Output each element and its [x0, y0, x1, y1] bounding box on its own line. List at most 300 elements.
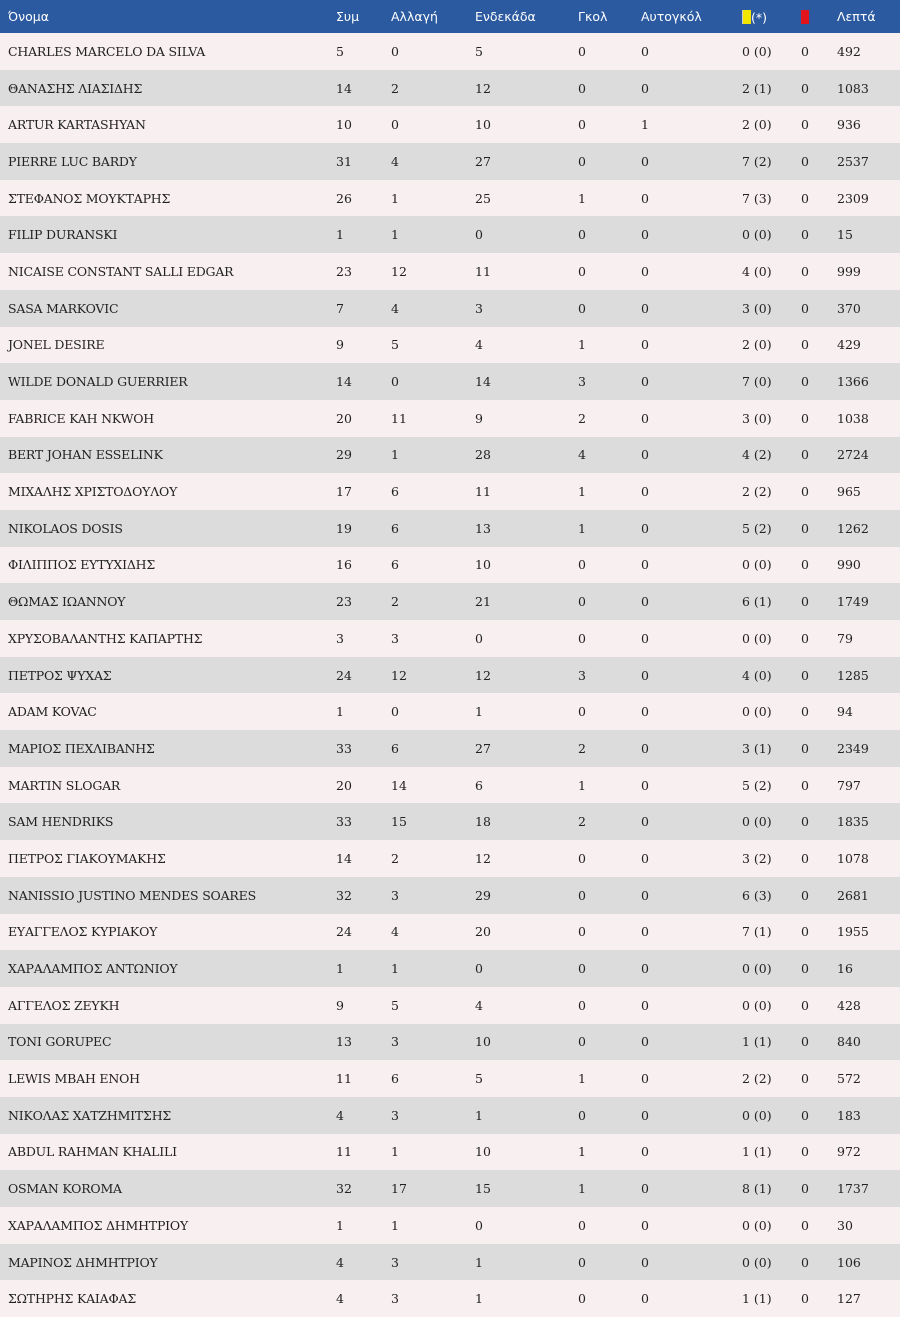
table-header-row — [0, 0, 900, 33]
table-row[interactable] — [0, 583, 900, 620]
cell-own-goals: 0 — [641, 1254, 649, 1270]
cell-subs: 6 — [391, 1071, 399, 1087]
cell-minutes: 936 — [837, 117, 861, 133]
cell-own-goals: 0 — [641, 924, 649, 940]
cell-apps: 31 — [336, 153, 352, 169]
table-row[interactable] — [0, 33, 900, 70]
cell-red-cards: 0 — [801, 1217, 809, 1233]
cell-player-name: WILDE DONALD GUERRIER — [8, 374, 188, 390]
cell-red-cards: 0 — [801, 1181, 809, 1197]
cell-subs: 0 — [391, 43, 399, 59]
cell-starts: 1 — [475, 1254, 483, 1270]
cell-starts: 14 — [475, 374, 491, 390]
cell-apps: 4 — [336, 1107, 344, 1123]
cell-player-name: TONI GORUPEC — [8, 1034, 112, 1050]
cell-subs: 4 — [391, 153, 399, 169]
cell-yellow-cards: 0 (0) — [742, 1254, 772, 1270]
cell-starts: 5 — [475, 1071, 483, 1087]
cell-subs: 3 — [391, 1254, 399, 1270]
cell-player-name: NANISSIO JUSTINO MENDES SOARES — [8, 887, 256, 903]
cell-player-name: ΧΡΥΣΟΒΑΛΑΝΤΗΣ ΚΑΠΑΡΤΗΣ — [8, 630, 203, 646]
header-goals[interactable]: Γκολ — [578, 9, 608, 24]
cell-minutes: 1737 — [837, 1181, 869, 1197]
cell-red-cards: 0 — [801, 887, 809, 903]
cell-minutes: 797 — [837, 777, 861, 793]
cell-player-name: ΘΑΝΑΣΗΣ ΛΙΑΣΙΔΗΣ — [8, 80, 143, 96]
cell-player-name: ΧΑΡΑΛΑΜΠΟΣ ΔΗΜΗΤΡΙΟΥ — [8, 1217, 188, 1233]
cell-apps: 1 — [336, 1217, 344, 1233]
cell-player-name: ΦΙΛΙΠΠΟΣ ΕΥΤΥΧΙΔΗΣ — [8, 557, 155, 573]
table-row[interactable] — [0, 1170, 900, 1207]
cell-starts: 29 — [475, 887, 491, 903]
cell-goals: 3 — [578, 374, 586, 390]
header-yellow-cards[interactable] — [734, 0, 793, 33]
cell-apps: 1 — [336, 704, 344, 720]
cell-red-cards: 0 — [801, 1107, 809, 1123]
cell-subs: 14 — [391, 777, 407, 793]
cell-own-goals: 0 — [641, 43, 649, 59]
cell-subs: 1 — [391, 190, 399, 206]
cell-red-cards: 0 — [801, 374, 809, 390]
cell-subs: 12 — [391, 263, 407, 279]
cell-player-name: ΣΩΤΗΡΗΣ ΚΑΙΑΦΑΣ — [8, 1291, 137, 1307]
table-row[interactable] — [0, 1060, 900, 1097]
cell-minutes: 1955 — [837, 924, 869, 940]
cell-yellow-cards: 3 (0) — [742, 410, 772, 426]
cell-red-cards: 0 — [801, 337, 809, 353]
cell-yellow-cards: 5 (2) — [742, 520, 772, 536]
cell-goals: 0 — [578, 961, 586, 977]
cell-red-cards: 0 — [801, 1034, 809, 1050]
cell-yellow-cards: 0 (0) — [742, 227, 772, 243]
table-row[interactable] — [0, 950, 900, 987]
cell-player-name: FABRICE KAH NKWOH — [8, 410, 154, 426]
cell-yellow-cards: 4 (0) — [742, 667, 772, 683]
cell-goals: 0 — [578, 43, 586, 59]
cell-own-goals: 0 — [641, 374, 649, 390]
cell-red-cards: 0 — [801, 80, 809, 96]
cell-minutes: 1835 — [837, 814, 869, 830]
cell-player-name: NICAISE CONSTANT SALLI EDGAR — [8, 263, 234, 279]
cell-yellow-cards: 3 (2) — [742, 850, 772, 866]
cell-own-goals: 0 — [641, 667, 649, 683]
table-row[interactable] — [0, 290, 900, 327]
cell-minutes: 2309 — [837, 190, 869, 206]
table-row[interactable] — [0, 693, 900, 730]
cell-own-goals: 0 — [641, 1107, 649, 1123]
cell-player-name: MARTIN SLOGAR — [8, 777, 121, 793]
cell-player-name: ΣΤΕΦΑΝΟΣ ΜΟΥΚΤΑΡΗΣ — [8, 190, 171, 206]
cell-subs: 5 — [391, 997, 399, 1013]
cell-yellow-cards: 7 (0) — [742, 374, 772, 390]
cell-subs: 3 — [391, 887, 399, 903]
cell-yellow-cards: 7 (3) — [742, 190, 772, 206]
cell-own-goals: 0 — [641, 1217, 649, 1233]
cell-player-name: SASA MARKOVIC — [8, 300, 119, 316]
cell-yellow-cards: 2 (1) — [742, 80, 772, 96]
cell-own-goals: 0 — [641, 337, 649, 353]
cell-apps: 9 — [336, 997, 344, 1013]
table-row[interactable] — [0, 400, 900, 437]
cell-subs: 1 — [391, 1144, 399, 1160]
cell-player-name: ADAM KOVAC — [8, 704, 97, 720]
cell-starts: 0 — [475, 227, 483, 243]
table-row[interactable] — [0, 547, 900, 584]
cell-starts: 4 — [475, 997, 483, 1013]
cell-goals: 0 — [578, 300, 586, 316]
cell-minutes: 2349 — [837, 740, 869, 756]
table-row[interactable] — [0, 1244, 900, 1281]
cell-yellow-cards: 5 (2) — [742, 777, 772, 793]
cell-starts: 12 — [475, 667, 491, 683]
header-own-goals[interactable]: Αυτογκόλ — [641, 9, 702, 24]
cell-own-goals: 0 — [641, 227, 649, 243]
cell-red-cards: 0 — [801, 153, 809, 169]
cell-apps: 11 — [336, 1144, 352, 1160]
cell-goals: 0 — [578, 630, 586, 646]
cell-yellow-cards: 0 (0) — [742, 630, 772, 646]
cell-own-goals: 0 — [641, 887, 649, 903]
cell-subs: 3 — [391, 1107, 399, 1123]
cell-red-cards: 0 — [801, 814, 809, 830]
cell-goals: 1 — [578, 190, 586, 206]
cell-red-cards: 0 — [801, 997, 809, 1013]
cell-subs: 3 — [391, 1291, 399, 1307]
cell-red-cards: 0 — [801, 447, 809, 463]
table-row[interactable] — [0, 1024, 900, 1061]
cell-apps: 10 — [336, 117, 352, 133]
cell-subs: 2 — [391, 850, 399, 866]
cell-goals: 0 — [578, 227, 586, 243]
cell-yellow-cards: 2 (2) — [742, 1071, 772, 1087]
cell-subs: 6 — [391, 740, 399, 756]
cell-subs: 3 — [391, 1034, 399, 1050]
table-row[interactable] — [0, 1134, 900, 1171]
cell-apps: 14 — [336, 850, 352, 866]
cell-yellow-cards: 0 (0) — [742, 557, 772, 573]
cell-subs: 6 — [391, 484, 399, 500]
cell-player-name: PIERRE LUC BARDY — [8, 153, 137, 169]
cell-goals: 0 — [578, 1034, 586, 1050]
cell-subs: 11 — [391, 410, 407, 426]
table-row[interactable] — [0, 1207, 900, 1244]
table-row[interactable] — [0, 106, 900, 143]
table-row[interactable] — [0, 730, 900, 767]
cell-yellow-cards: 4 (0) — [742, 263, 772, 279]
cell-goals: 0 — [578, 1107, 586, 1123]
table-row[interactable] — [0, 767, 900, 804]
cell-own-goals: 0 — [641, 410, 649, 426]
header-sub[interactable]: Αλλαγή — [391, 9, 438, 24]
cell-yellow-cards: 2 (2) — [742, 484, 772, 500]
cell-apps: 32 — [336, 887, 352, 903]
cell-minutes: 1749 — [837, 594, 869, 610]
cell-subs: 5 — [391, 337, 399, 353]
table-row[interactable] — [0, 840, 900, 877]
table-row[interactable] — [0, 987, 900, 1024]
cell-red-cards: 0 — [801, 924, 809, 940]
cell-starts: 27 — [475, 153, 491, 169]
cell-goals: 0 — [578, 80, 586, 96]
cell-starts: 21 — [475, 594, 491, 610]
cell-own-goals: 0 — [641, 997, 649, 1013]
cell-apps: 4 — [336, 1254, 344, 1270]
table-row[interactable] — [0, 143, 900, 180]
cell-goals: 0 — [578, 263, 586, 279]
cell-apps: 24 — [336, 667, 352, 683]
cell-minutes: 1038 — [837, 410, 869, 426]
cell-minutes: 15 — [837, 227, 853, 243]
cell-goals: 1 — [578, 1181, 586, 1197]
cell-minutes: 16 — [837, 961, 853, 977]
cell-own-goals: 0 — [641, 961, 649, 977]
cell-starts: 6 — [475, 777, 483, 793]
cell-apps: 11 — [336, 1071, 352, 1087]
cell-player-name: JONEL DESIRE — [8, 337, 105, 353]
cell-own-goals: 0 — [641, 630, 649, 646]
cell-yellow-cards: 4 (2) — [742, 447, 772, 463]
cell-goals: 0 — [578, 1217, 586, 1233]
cell-apps: 24 — [336, 924, 352, 940]
header-apps[interactable]: Συμ — [336, 9, 360, 24]
cell-red-cards: 0 — [801, 740, 809, 756]
table-row[interactable] — [0, 437, 900, 474]
cell-own-goals: 0 — [641, 557, 649, 573]
cell-goals: 2 — [578, 814, 586, 830]
cell-player-name: ARTUR KARTASHYAN — [8, 117, 146, 133]
table-row[interactable] — [0, 803, 900, 840]
cell-player-name: ΑΓΓΕΛΟΣ ΖΕΥΚΗ — [8, 997, 120, 1013]
cell-player-name: BERT JOHAN ESSELINK — [8, 447, 163, 463]
cell-yellow-cards: 1 (1) — [742, 1034, 772, 1050]
cell-red-cards: 0 — [801, 1291, 809, 1307]
cell-minutes: 965 — [837, 484, 861, 500]
cell-yellow-cards: 7 (2) — [742, 153, 772, 169]
cell-yellow-cards: 7 (1) — [742, 924, 772, 940]
cell-apps: 1 — [336, 227, 344, 243]
cell-player-name: OSMAN KOROMA — [8, 1181, 122, 1197]
cell-yellow-cards: 0 (0) — [742, 1107, 772, 1123]
cell-goals: 1 — [578, 484, 586, 500]
cell-starts: 1 — [475, 704, 483, 720]
cell-own-goals: 0 — [641, 1034, 649, 1050]
header-minutes[interactable]: Λεπτά — [837, 9, 876, 24]
cell-red-cards: 0 — [801, 704, 809, 720]
cell-red-cards: 0 — [801, 557, 809, 573]
cell-minutes: 1262 — [837, 520, 869, 536]
cell-minutes: 79 — [837, 630, 853, 646]
cell-own-goals: 0 — [641, 740, 649, 756]
cell-own-goals: 0 — [641, 850, 649, 866]
cell-apps: 20 — [336, 410, 352, 426]
cell-goals: 0 — [578, 1254, 586, 1270]
cell-minutes: 2724 — [837, 447, 869, 463]
cell-minutes: 1366 — [837, 374, 869, 390]
cell-minutes: 2537 — [837, 153, 869, 169]
cell-yellow-cards: 2 (0) — [742, 117, 772, 133]
cell-own-goals: 0 — [641, 1181, 649, 1197]
header-starts[interactable]: Ενδεκάδα — [475, 9, 536, 24]
header-name[interactable]: Όνομα — [8, 9, 49, 24]
cell-starts: 10 — [475, 1034, 491, 1050]
cell-yellow-cards: 0 (0) — [742, 1217, 772, 1233]
cell-starts: 1 — [475, 1291, 483, 1307]
cell-starts: 0 — [475, 630, 483, 646]
cell-starts: 10 — [475, 557, 491, 573]
cell-apps: 7 — [336, 300, 344, 316]
table-row[interactable] — [0, 877, 900, 914]
table-row[interactable] — [0, 1280, 900, 1317]
cell-subs: 0 — [391, 117, 399, 133]
cell-red-cards: 0 — [801, 630, 809, 646]
cell-subs: 12 — [391, 667, 407, 683]
cell-subs: 6 — [391, 520, 399, 536]
cell-subs: 1 — [391, 227, 399, 243]
cell-subs: 15 — [391, 814, 407, 830]
cell-minutes: 1078 — [837, 850, 869, 866]
yellow-card-icon — [742, 10, 751, 24]
cell-own-goals: 0 — [641, 447, 649, 463]
cell-starts: 3 — [475, 300, 483, 316]
cell-own-goals: 0 — [641, 777, 649, 793]
table-row[interactable] — [0, 253, 900, 290]
cell-starts: 10 — [475, 1144, 491, 1160]
cell-goals: 2 — [578, 740, 586, 756]
cell-red-cards: 0 — [801, 850, 809, 866]
cell-starts: 12 — [475, 80, 491, 96]
table-row[interactable] — [0, 510, 900, 547]
cell-apps: 23 — [336, 263, 352, 279]
cell-goals: 0 — [578, 153, 586, 169]
cell-starts: 11 — [475, 263, 491, 279]
cell-goals: 0 — [578, 557, 586, 573]
cell-starts: 20 — [475, 924, 491, 940]
cell-player-name: CHARLES MARCELO DA SILVA — [8, 43, 206, 59]
table-row[interactable] — [0, 1097, 900, 1134]
cell-apps: 23 — [336, 594, 352, 610]
table-row[interactable] — [0, 620, 900, 657]
header-red-cards[interactable] — [793, 0, 829, 33]
cell-red-cards: 0 — [801, 667, 809, 683]
cell-player-name: SAM HENDRIKS — [8, 814, 114, 830]
table-row[interactable] — [0, 70, 900, 107]
table-row[interactable] — [0, 657, 900, 694]
cell-apps: 19 — [336, 520, 352, 536]
cell-minutes: 1285 — [837, 667, 869, 683]
cell-red-cards: 0 — [801, 1144, 809, 1160]
cell-yellow-cards: 0 (0) — [742, 43, 772, 59]
cell-player-name: ΜΙΧΑΛΗΣ ΧΡΙΣΤΟΔΟΥΛΟΥ — [8, 484, 178, 500]
cell-yellow-cards: 0 (0) — [742, 961, 772, 977]
cell-own-goals: 0 — [641, 520, 649, 536]
cell-own-goals: 0 — [641, 484, 649, 500]
cell-goals: 0 — [578, 594, 586, 610]
cell-minutes: 492 — [837, 43, 861, 59]
cell-minutes: 840 — [837, 1034, 861, 1050]
cell-player-name: NIKOLAOS DOSIS — [8, 520, 123, 536]
table-row[interactable] — [0, 180, 900, 217]
cell-starts: 18 — [475, 814, 491, 830]
cell-starts: 0 — [475, 961, 483, 977]
header-yellow-suffix: (*) — [751, 9, 768, 25]
cell-own-goals: 0 — [641, 704, 649, 720]
cell-minutes: 1083 — [837, 80, 869, 96]
cell-yellow-cards: 6 (3) — [742, 887, 772, 903]
table-row[interactable] — [0, 473, 900, 510]
cell-minutes: 30 — [837, 1217, 853, 1233]
cell-goals: 0 — [578, 850, 586, 866]
cell-apps: 9 — [336, 337, 344, 353]
cell-minutes: 106 — [837, 1254, 861, 1270]
table-row[interactable] — [0, 327, 900, 364]
cell-red-cards: 0 — [801, 961, 809, 977]
cell-red-cards: 0 — [801, 263, 809, 279]
cell-red-cards: 0 — [801, 594, 809, 610]
cell-red-cards: 0 — [801, 520, 809, 536]
table-row[interactable] — [0, 363, 900, 400]
cell-subs: 1 — [391, 1217, 399, 1233]
cell-subs: 4 — [391, 924, 399, 940]
cell-yellow-cards: 3 (0) — [742, 300, 772, 316]
cell-apps: 14 — [336, 80, 352, 96]
cell-yellow-cards: 2 (0) — [742, 337, 772, 353]
cell-subs: 17 — [391, 1181, 407, 1197]
cell-subs: 2 — [391, 594, 399, 610]
cell-subs: 0 — [391, 374, 399, 390]
cell-yellow-cards: 8 (1) — [742, 1181, 772, 1197]
table-row[interactable] — [0, 914, 900, 951]
cell-minutes: 2681 — [837, 887, 869, 903]
table-row[interactable] — [0, 216, 900, 253]
cell-subs: 1 — [391, 447, 399, 463]
cell-own-goals: 0 — [641, 1291, 649, 1307]
cell-minutes: 972 — [837, 1144, 861, 1160]
cell-apps: 13 — [336, 1034, 352, 1050]
cell-starts: 4 — [475, 337, 483, 353]
cell-starts: 0 — [475, 1217, 483, 1233]
cell-apps: 1 — [336, 961, 344, 977]
cell-yellow-cards: 1 (1) — [742, 1144, 772, 1160]
cell-starts: 11 — [475, 484, 491, 500]
cell-apps: 14 — [336, 374, 352, 390]
cell-minutes: 572 — [837, 1071, 861, 1087]
cell-starts: 15 — [475, 1181, 491, 1197]
cell-player-name: ABDUL RAHMAN KHALILI — [8, 1144, 177, 1160]
cell-apps: 17 — [336, 484, 352, 500]
cell-yellow-cards: 6 (1) — [742, 594, 772, 610]
cell-goals: 0 — [578, 1291, 586, 1307]
cell-apps: 20 — [336, 777, 352, 793]
cell-player-name: ΝΙΚΟΛΑΣ ΧΑΤΖΗΜΙΤΣΗΣ — [8, 1107, 172, 1123]
cell-subs: 1 — [391, 961, 399, 977]
cell-red-cards: 0 — [801, 227, 809, 243]
cell-starts: 27 — [475, 740, 491, 756]
cell-goals: 0 — [578, 117, 586, 133]
cell-red-cards: 0 — [801, 190, 809, 206]
cell-red-cards: 0 — [801, 300, 809, 316]
cell-player-name: ΜΑΡΙΝΟΣ ΔΗΜΗΤΡΙΟΥ — [8, 1254, 158, 1270]
cell-player-name: FILIP DURANSKI — [8, 227, 118, 243]
cell-own-goals: 0 — [641, 263, 649, 279]
cell-starts: 1 — [475, 1107, 483, 1123]
cell-minutes: 990 — [837, 557, 861, 573]
cell-minutes: 429 — [837, 337, 861, 353]
cell-minutes: 94 — [837, 704, 853, 720]
cell-own-goals: 0 — [641, 190, 649, 206]
cell-goals: 4 — [578, 447, 586, 463]
cell-subs: 3 — [391, 630, 399, 646]
cell-starts: 13 — [475, 520, 491, 536]
